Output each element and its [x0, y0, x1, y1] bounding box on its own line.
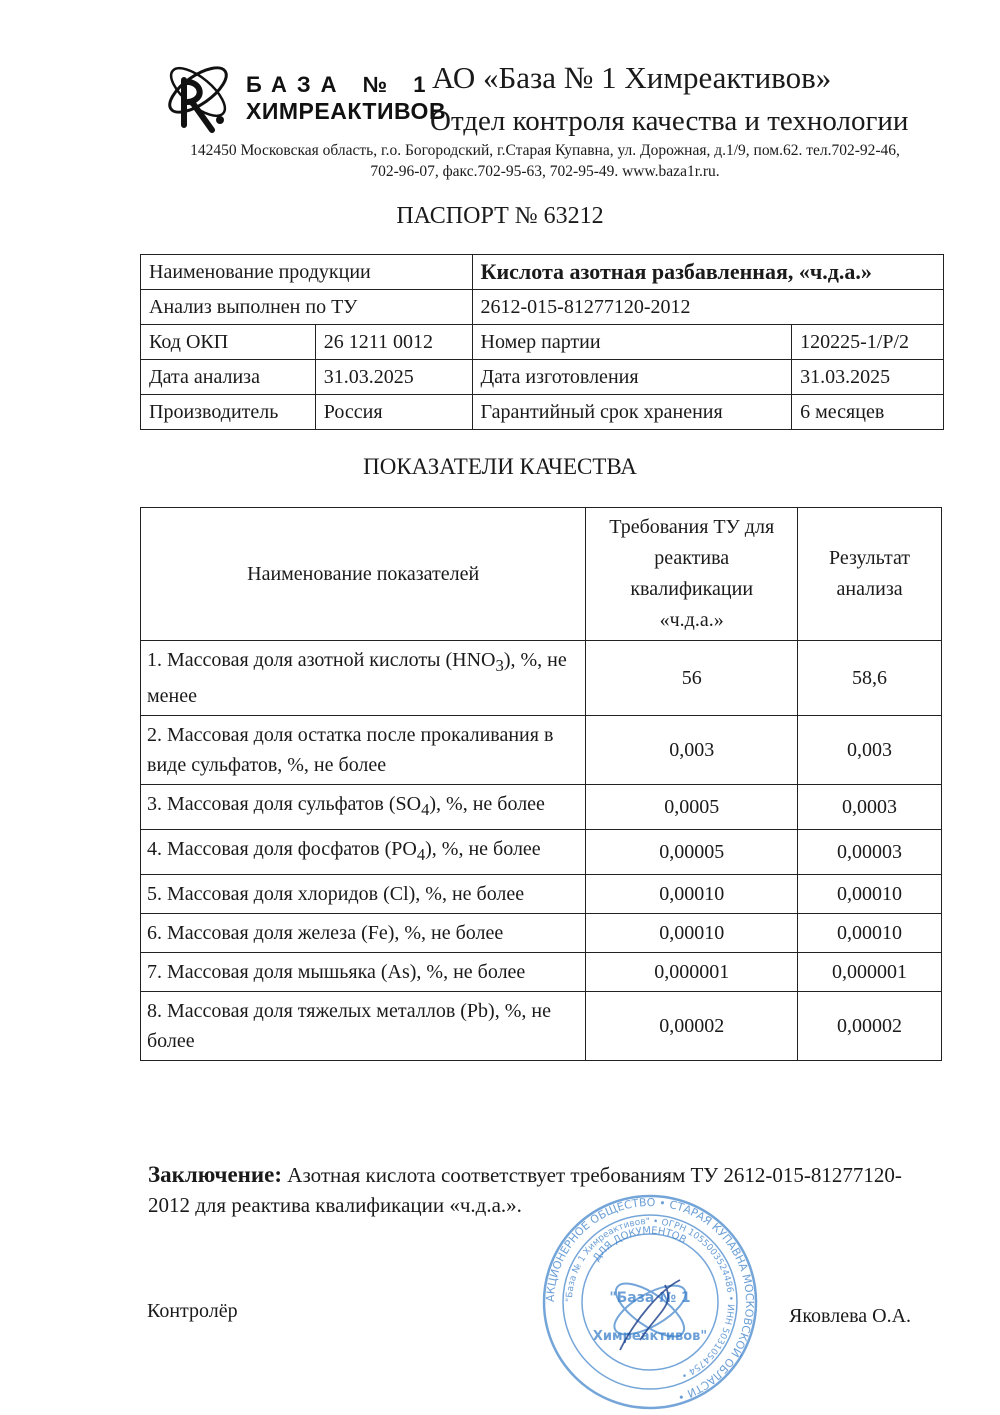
stamp-center-bottom: Химреактивов": [592, 1329, 708, 1344]
indicator-name: 1. Массовая доля азотной кислоты $(HNO_3)$, %, не менее: [141, 641, 586, 716]
quality-row: [141, 641, 942, 716]
requirement-value: 0,000001: [586, 953, 798, 992]
result-value: 0,003: [798, 716, 942, 785]
quality-indicators-table: [140, 507, 942, 1061]
info-row-dates: [141, 360, 944, 395]
result-value: 0,0003: [798, 785, 942, 830]
quality-body: [141, 641, 942, 1061]
address-line-1: 142450 Московская область, г.о. Богородский, г.Старая Купавна, ул. Дорожная, д.1/9, пом.62. тел.702-92-46,: [190, 142, 900, 159]
header-requirements: [586, 508, 798, 641]
analysis-date-label: Дата анализа: [141, 360, 316, 395]
result-value: 0,000001: [798, 953, 942, 992]
manufacture-date-value: 31.03.2025: [792, 360, 944, 395]
conclusion-label: Заключение:: [148, 1162, 283, 1187]
indicator-name: 4. Массовая доля фосфатов $(PO_4)$, %, не более: [141, 830, 586, 875]
tu-label: Анализ выполнен по ТУ: [141, 290, 473, 325]
header-req-line: Требования ТУ для: [609, 516, 775, 538]
okp-value: 26 1211 0012: [315, 325, 472, 360]
requirement-value: 0,00010: [586, 875, 798, 914]
quality-header-row: [141, 508, 942, 641]
logo-text-top: БАЗА № 1: [246, 72, 436, 97]
conclusion-text: Азотная кислота соответствует требованиям ТУ 2612-015-81277120-2012 для реактива квалификации «ч.д.а.».: [148, 1163, 902, 1217]
producer-label: Производитель: [141, 395, 316, 430]
result-value: 0,00010: [798, 875, 942, 914]
shelf-life-label: Гарантийный срок хранения: [472, 395, 792, 430]
logo-text-bottom: ХИМРЕАКТИВОВ: [246, 98, 447, 124]
department-name: Отдел контроля качества и технологии: [430, 105, 909, 137]
info-row-producer: [141, 395, 944, 430]
manufacture-date-label: Дата изготовления: [472, 360, 792, 395]
stamp-inner-text: "База № 1 Химреактивов" • ОГРН 1055003524486 • ИНН 5031054754 •: [564, 1216, 736, 1381]
product-info-table: [140, 254, 944, 430]
batch-value: 120225-1/Р/2: [792, 325, 944, 360]
header-req-line: реактива: [654, 547, 730, 569]
conclusion: [148, 1160, 928, 1220]
info-row-product: [141, 255, 944, 290]
info-row-okp: [141, 325, 944, 360]
quality-row: [141, 830, 942, 875]
shelf-life-value: 6 месяцев: [792, 395, 944, 430]
requirement-value: 0,00010: [586, 914, 798, 953]
result-value: 58,6: [798, 641, 942, 716]
analysis-date-value: 31.03.2025: [315, 360, 472, 395]
company-name: АО «База № 1 Химреактивов»: [432, 60, 832, 95]
company-stamp: [540, 1190, 760, 1415]
quality-row: [141, 716, 942, 785]
requirement-value: 0,00005: [586, 830, 798, 875]
quality-row: [141, 914, 942, 953]
signer-name: Яковлева О.А.: [789, 1305, 912, 1327]
header-result: [798, 508, 942, 641]
indicator-name: 5. Массовая доля хлоридов (Cl), %, не более: [141, 875, 586, 914]
requirement-value: 0,00002: [586, 992, 798, 1061]
product-label: Наименование продукции: [141, 255, 473, 290]
stamp-outer-text: АКЦИОНЕРНОЕ ОБЩЕСТВО • СТАРАЯ КУПАВНА МОСКОВСКОЙ ОБЛАСТИ •: [543, 1195, 757, 1404]
result-value: 0,00010: [798, 914, 942, 953]
quality-row: [141, 785, 942, 830]
requirement-value: 56: [586, 641, 798, 716]
tu-value: 2612-015-81277120-2012: [472, 290, 943, 325]
batch-label: Номер партии: [472, 325, 792, 360]
result-value: 0,00002: [798, 992, 942, 1061]
controller-label: Контролёр: [147, 1300, 238, 1322]
indicator-name: 8. Массовая доля тяжелых металлов (Pb), %, не более: [141, 992, 586, 1061]
product-value: Кислота азотная разбавленная, «ч.д.а.»: [472, 255, 943, 290]
indicator-name: 2. Массовая доля остатка после прокаливания в виде сульфатов, %, не более: [141, 716, 586, 785]
indicator-name: 6. Массовая доля железа (Fe), %, не более: [141, 914, 586, 953]
header-res-line: анализа: [836, 578, 903, 600]
requirement-value: 0,003: [586, 716, 798, 785]
company-logo: [158, 50, 238, 140]
passport-title: ПАСПОРТ № 63212: [396, 203, 604, 229]
result-value: 0,00003: [798, 830, 942, 875]
indicator-name: 3. Массовая доля сульфатов $(SO_4)$, %, не более: [141, 785, 586, 830]
quality-section-title: ПОКАЗАТЕЛИ КАЧЕСТВА: [363, 454, 637, 479]
requirement-value: 0,0005: [586, 785, 798, 830]
indicator-name: 7. Массовая доля мышьяка (As), %, не более: [141, 953, 586, 992]
stamp-center-top: "База № 1: [609, 1290, 691, 1306]
header-req-line: квалификации: [630, 578, 754, 600]
stamp-docs-text: ДЛЯ ДОКУМЕНТОВ: [591, 1225, 688, 1264]
header-req-line: «ч.д.а.»: [659, 609, 724, 631]
quality-row: [141, 875, 942, 914]
company-address: [150, 140, 940, 182]
okp-label: Код ОКП: [141, 325, 316, 360]
header-res-line: Результат: [829, 547, 911, 569]
address-line-2: 702-96-07, факс.702-95-63, 702-95-49. www.baza1r.ru.: [370, 163, 720, 180]
info-row-tu: [141, 290, 944, 325]
quality-row: [141, 953, 942, 992]
header-indicator-name: Наименование показателей: [141, 508, 586, 641]
producer-value: Россия: [315, 395, 472, 430]
quality-row: [141, 992, 942, 1061]
